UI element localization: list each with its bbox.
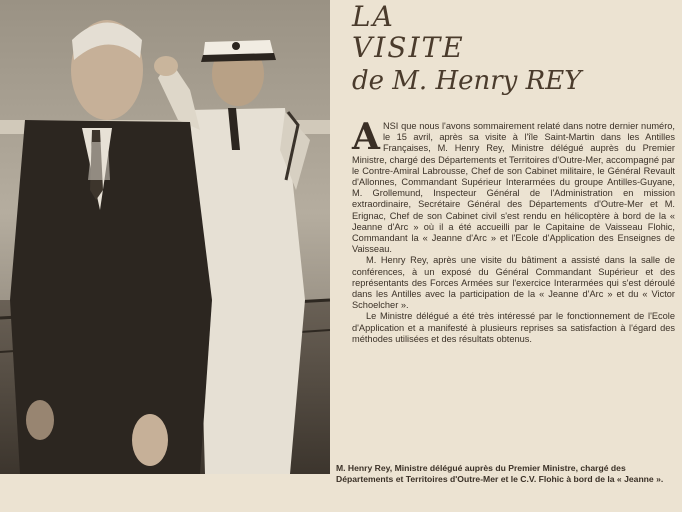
- title-line-3: de M. Henry REY: [352, 66, 582, 96]
- article-photo: [0, 0, 330, 474]
- article-paragraph: [352, 116, 675, 255]
- title-line-1: LA: [352, 0, 395, 33]
- article-body: [352, 116, 675, 345]
- article-paragraph: Le Ministre délégué a été très intéressé par le fonctionnement de l'Ecole d'Application et a manifesté à plusieurs reprises sa satisfaction à l'égard des méthodes utilisées et des résultats obtenus.: [352, 311, 675, 344]
- article-paragraph: M. Henry Rey, après une visite du bâtiment a assisté dans la salle de conférences, à un exposé du Général Commandant Supérieur et des représentants des Forces Armées sur l'exercice Interarmées qui s'est déroulé dans les Antilles avec la participation de la « Jeanne d'Arc » et du « Victor Schoelcher ».: [352, 255, 675, 311]
- article-title: [352, 2, 672, 98]
- title-line-2: VISITE: [352, 31, 465, 64]
- photo-caption: M. Henry Rey, Ministre délégué auprès du Premier Ministre, chargé des Départements et Territoires d'Outre-Mer et le C.V. Flohic à bord de la « Jeanne ».: [336, 463, 664, 484]
- drop-cap: A: [352, 116, 380, 158]
- paragraph-text: NSI que nous l'avons sommairement relaté dans notre dernier numéro, le 15 avril, après sa visite à l'île Saint-Martin dans les Antilles Françaises, M. Henry Rey, Ministre délégué auprès du Premier Ministre, chargé des Départements et Territoires d'Outre-Mer, accompagné par le Contre-Amiral Labrousse, Chef de son Cabinet militaire, le Général Revault d'Allonnes, Commandant Supérieur Interarmées du groupe Antilles-Guyane, M. Grollemund, Inspecteur Général de l'Administration en mission extraordinaire, Secrétaire Général des Départements d'Outre-Mer et M. Erignac, Chef de son Cabinet civil s'est rendu en hélicoptère à bord de la « Jeanne d'Arc » où il a été accueilli par le Capitaine de Vaisseau Flohic, Commandant la « Jeanne d'Arc » et l'Ecole d'Application des Enseignes de Vaisseau.: [352, 121, 675, 255]
